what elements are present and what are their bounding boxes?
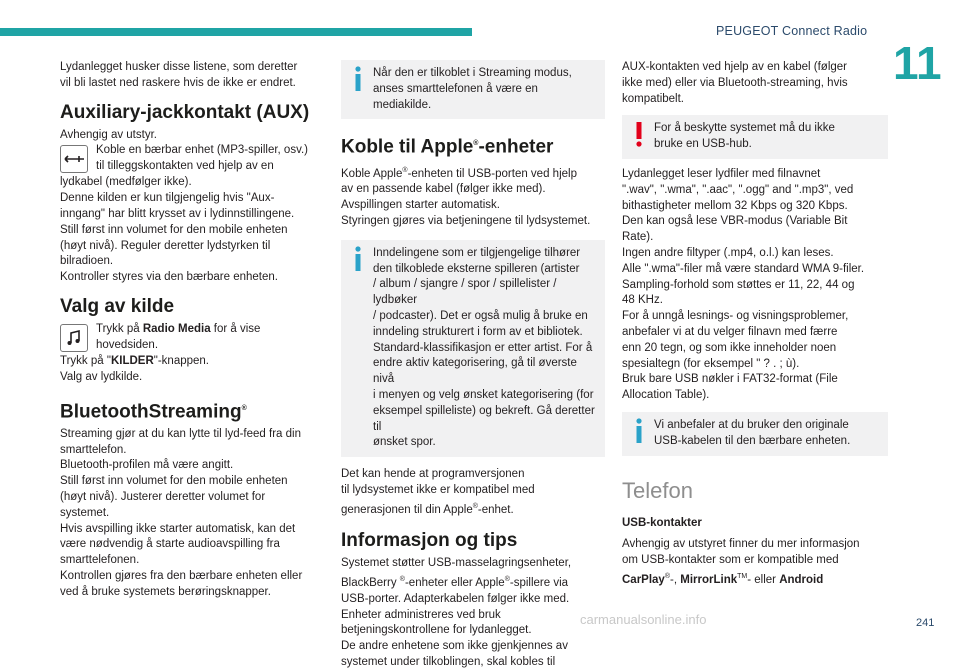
telefon-heading: Telefon [622,477,693,503]
info-text: Systemet støtter USB-masselagringsenheter, BlackBerry ®-enheter eller Apple®-spillere via USB-porter. Adapterkabelen følger ikke med. Enheter administreres ved bruk betjeningskontrollene for lydanlegget. De andre enhetene som ikke gjenkjennes av systemet under tilkoblingen, skal kobles til [341,557,572,668]
page-number: 241 [916,617,935,629]
source-text-2: Valg av lydkilde. [60,370,143,383]
bt-text: Streaming gjør at du kan lytte til lyd-feed fra din smarttelefon. Bluetooth-profilen må være angitt. Still først inn volumet for den mobile enheten (høyt nivå). Justerer deretter volumet for systemet. Hvis avspilling ikke starter automatisk, kan det være nødvendig å starte audioavspilling fra smarttelefonen. Kontrollen gjøres fra den bærbare enheten eller ved å bruke systemets berøringsknapper. [60,427,303,598]
info-icon [632,417,646,445]
aux-jack-icon [60,145,88,173]
bt-heading: BluetoothStreaming® [60,400,247,422]
source-text-1: Trykk på "KILDER"-knappen. [60,354,209,367]
info-note-streaming-text: Når den er tilkoblet i Streaming modus, anses smarttelefonen å være en mediakilde. [373,67,572,111]
watermark: carmanualsonline.info [580,612,707,627]
info-note-categories-text: Inndelingene som er tilgjengelige tilhører den tilkoblede eksterne spilleren (artister / album / sjangre / spor / spillelister / lydbøker / podcaster). Det er også mulig å bruke en inndeling strukturert i form av et bibliotek. Standard-klassifikasjon er etter artist. For å endre aktiv kategorisering, gå til øverste nivå i menyen og velg ønsket kategorisering (for eksempel spilleliste) og bekreft. Gå deretter til ønsket spor. [373,246,595,449]
info-icon [351,65,365,93]
intro-text: Lydanlegget husker disse listene, som deretter vil bli lastet ned raskere hvis de ikke er endret. [60,61,298,89]
apple-heading: Koble til Apple®-enheter [341,136,554,158]
exclamation-icon [632,120,646,148]
aux-instruction [60,143,322,175]
column-left [60,60,322,601]
aux-text-1: Avhengig av utstyr. [60,128,157,141]
info-note-streaming [341,60,605,119]
chapter-number: 11 [893,37,942,89]
apple-text: Koble Apple®-enheten til USB-porten ved hjelp av en passende kabel (følger ikke med). Avspillingen starter automatisk. Styringen gjøres via betjeningene til lydsystemet. [341,166,591,227]
aux-heading: Auxiliary-jackkontakt (AUX) [60,101,310,123]
warning-note-text: For å beskytte systemet må du ikke bruke en USB-hub. [654,122,835,151]
music-note-icon [60,324,88,352]
header-title: PEUGEOT Connect Radio [716,24,868,38]
warning-note [622,115,888,159]
file-format-text: Lydanlegget leser lydfiler med filnavnet ".wav", ".wma", ".aac", ".ogg" and ".mp3", ved bithastigheter mellom 32 Kbps og 320 Kbps. Den kan også lese VBR-modus (Variable Bit Rate). Ingen andre filtyper (.mp4, o.l.) kan leses. Alle ".wma"-filer må være standard WMA 9-filer. Sampling-forhold som støttes er 11, 22, 44 og 48 KHz. For å unngå lesnings- og visningsproblemer, anbefaler vi at du velger filnavn med færre enn 20 tegn, og som ikke inneholder noen spesialtegn (for eksempel " ? . ; ù). Bruk bare USB nøkler i FAT32-format (File Allocation Table). [622,167,865,402]
source-instruction [60,322,322,354]
usb-text: Avhengig av utstyret finner du mer informasjon om USB-kontakter som er kompatible med [622,538,860,567]
source-heading: Valg av kilde [60,295,175,317]
header-accent-bar [0,28,472,36]
aux-icon-text: Koble en bærbar enhet (MP3-spiller, osv.) til tilleggskontakten ved hjelp av en [96,144,308,173]
usb-brands: CarPlay®-, MirrorLink™- eller Android [622,572,824,586]
info-note-categories [341,240,605,457]
source-icon-text: Trykk på Radio Media for å vise hovedsiden. [96,322,261,351]
column-right [622,60,888,589]
usb-heading: USB-kontakter [622,516,702,529]
aux-text-2: lydkabel (medfølger ikke). Denne kilden er kun tilgjengelig hvis "Aux- inngang" har blitt krysset av i lydinnstillingene. Still først inn volumet for den mobile enheten (høyt nivå). Reguler deretter lydstyrken til bilradioen. Kontroller styres via den bærbare enheten. [60,176,295,284]
info-icon [351,245,365,273]
info-note-cable [622,412,888,456]
compat-text: Det kan hende at programversjonen til lydsystemet ikke er kompatibel med generasjonen til din Apple®-enhet. [341,468,535,516]
aux-continued-text: AUX-kontakten ved hjelp av en kabel (følger ikke med) eller via Bluetooth-streaming, hvis kompatibelt. [622,61,848,105]
column-middle [341,60,605,671]
info-note-cable-text: Vi anbefaler at du bruker den originale USB-kabelen til den bærbare enheten. [654,418,851,447]
info-heading: Informasjon og tips [341,530,518,552]
